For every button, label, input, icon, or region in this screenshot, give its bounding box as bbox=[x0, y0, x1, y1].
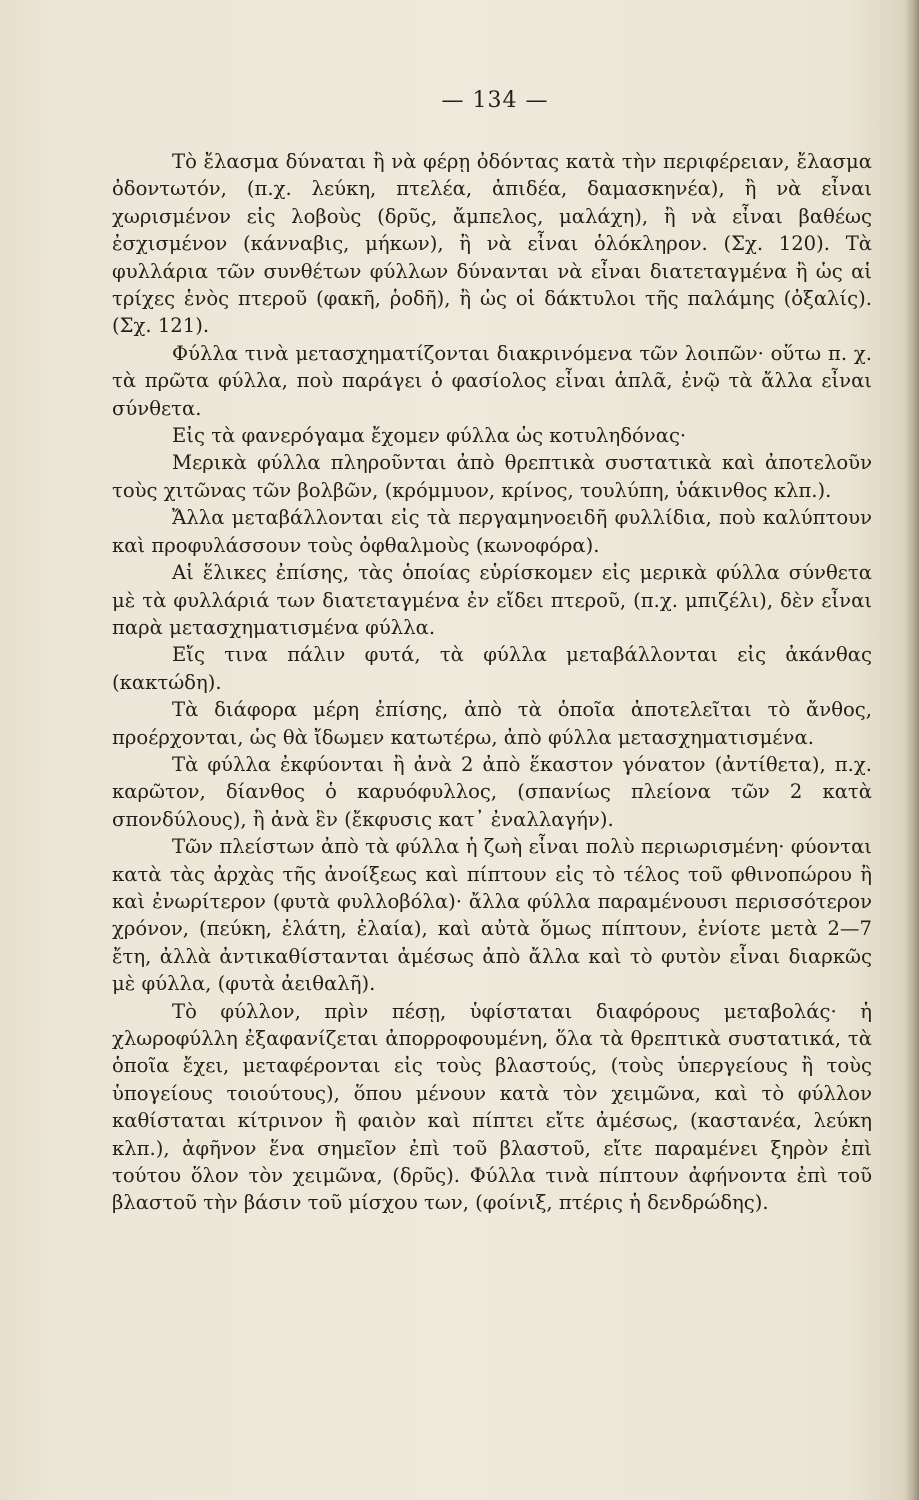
paragraph: Αἱ ἕλικες ἐπίσης, τὰς ὁποίας εὑρίσκομεν εἰς μερικὰ φύλλα σύνθετα μὲ τὰ φυλλάριά των διατεταγμένα ἐν εἴδει πτεροῦ, (π.χ. μπιζέλι), δὲν εἶναι παρὰ μετασχηματισμένα φύλλα. bbox=[112, 561, 872, 639]
paragraph: Τὸ ἔλασμα δύναται ἢ νὰ φέρῃ ὀδόντας κατὰ τὴν περιφέρειαν, ἔλασμα ὀδοντωτόν, (π.χ. λεύκη, πτελέα, ἀπιδέα, δαμασκηνέα), ἢ νὰ εἶναι χωρισμένον εἰς λοβοὺς (δρῦς, ἄμπελος, μαλάχη), ἢ νὰ εἶναι βαθέως ἐσχισμένον (κάνναβις, μήκων), ἢ νὰ εἶναι ὁλόκληρον. (Σχ. 120). Τὰ φυλλάρια τῶν συνθέτων φύλλων δύνανται νὰ εἶναι διατεταγμένα ἢ ὡς αἱ τρίχες ἑνὸς πτεροῦ (φακῆ, ῥοδῆ), ἢ ὡς οἱ δάκτυλοι τῆς παλάμης (ὀξαλίς). (Σχ. 121). bbox=[112, 150, 872, 338]
paragraph: Τὰ φύλλα ἐκφύονται ἢ ἀνὰ 2 ἀπὸ ἕκαστον γόνατον (ἀντίθετα), π.χ. καρῶτον, δίανθος ὁ καρυόφυλλος, (σπανίως πλείονα τῶν 2 κατὰ σπονδύλους), ἢ ἀνὰ ἓν (ἔκφυσις κατ᾽ ἐναλλαγήν). bbox=[112, 752, 872, 831]
page-edge-shadow bbox=[905, 0, 919, 1500]
paragraph: Φύλλα τινὰ μετασχηματίζονται διακρινόμενα τῶν λοιπῶν· οὕτω π. χ. τὰ πρῶτα φύλλα, ποὺ παράγει ὁ φασίολος εἶναι ἁπλᾶ, ἐνῷ τὰ ἄλλα εἶναι σύνθετα. bbox=[112, 341, 872, 420]
body-text bbox=[112, 148, 872, 1217]
paragraph: Τὰ διάφορα μέρη ἐπίσης, ἀπὸ τὰ ὁποῖα ἀποτελεῖται τὸ ἄνθος, προέρχονται, ὡς θὰ ἴδωμεν κατωτέρω, ἀπὸ φύλλα μετασχηματισμένα. bbox=[112, 698, 872, 749]
paragraph: Τῶν πλείστων ἀπὸ τὰ φύλλα ἡ ζωὴ εἶναι πολὺ περιωρισμένη· φύονται κατὰ τὰς ἀρχὰς τῆς ἀνοίξεως καὶ πίπτουν εἰς τὸ τέλος τοῦ φθινοπώρου ἢ καὶ ἐνωρίτερον (φυτὰ φυλλοβόλα)· ἄλλα φύλλα παραμένουσι περισσότερον χρόνον, (πεύκη, ἐλάτη, ἐλαία), καὶ αὐτὰ ὅμως πίπτουν, ἐνίοτε μετὰ 2—7 ἔτη, ἀλλὰ ἀντικαθίστανται ἀμέσως ἀπὸ ἄλλα καὶ τὸ φυτὸν εἶναι διαρκῶς μὲ φύλλα, (φυτὰ ἀειθαλῆ). bbox=[112, 835, 872, 996]
paragraph: Εἰς τὰ φανερόγαμα ἔχομεν φύλλα ὡς κοτυληδόνας· bbox=[172, 424, 687, 448]
paragraph: Εἴς τινα πάλιν φυτά, τὰ φύλλα μεταβάλλονται εἰς ἀκάνθας (κακτώδη). bbox=[112, 643, 872, 694]
page-number: — 134 — bbox=[441, 88, 549, 113]
paragraph: Τὸ φύλλον, πρὶν πέσῃ, ὑφίσταται διαφόρους μεταβολάς· ἡ χλωροφύλλη ἐξαφανίζεται ἀπορροφουμένη, ὅλα τὰ θρεπτικὰ συστατικά, τὰ ὁποῖα ἔχει, μεταφέρονται εἰς τοὺς βλαστούς, (τοὺς ὑπεργείους ἢ τοὺς ὑπογείους τοιούτους), ὅπου μένουν κατὰ τὸν χειμῶνα, καὶ τὸ φύλλον καθίσταται κίτρινον ἢ φαιὸν καὶ πίπτει εἴτε ἀμέσως, (καστανέα, λεύκη κλπ.), ἀφῆνον ἕνα σημεῖον ἐπὶ τοῦ βλαστοῦ, εἴτε παραμένει ξηρὸν ἐπὶ τούτου ὅλον τὸν χειμῶνα, (δρῦς). Φύλλα τινὰ πίπτουν ἀφήνοντα ἐπὶ τοῦ βλαστοῦ τὴν βάσιν τοῦ μίσχου των, (φοίνιξ, πτέρις ἡ δενδρώδης). bbox=[112, 999, 872, 1215]
paragraph: Ἄλλα μεταβάλλονται εἰς τὰ περγαμηνοειδῆ φυλλίδια, ποὺ καλύπτουν καὶ προφυλάσσουν τοὺς ὀφθαλμοὺς (κωνοφόρα). bbox=[112, 506, 872, 557]
paragraph: Μερικὰ φύλλα πληροῦνται ἀπὸ θρεπτικὰ συστατικὰ καὶ ἀποτελοῦν τοὺς χιτῶνας τῶν βολβῶν, (κρόμμυον, κρίνος, τουλύπη, ὑάκινθος κλπ.). bbox=[112, 451, 872, 502]
